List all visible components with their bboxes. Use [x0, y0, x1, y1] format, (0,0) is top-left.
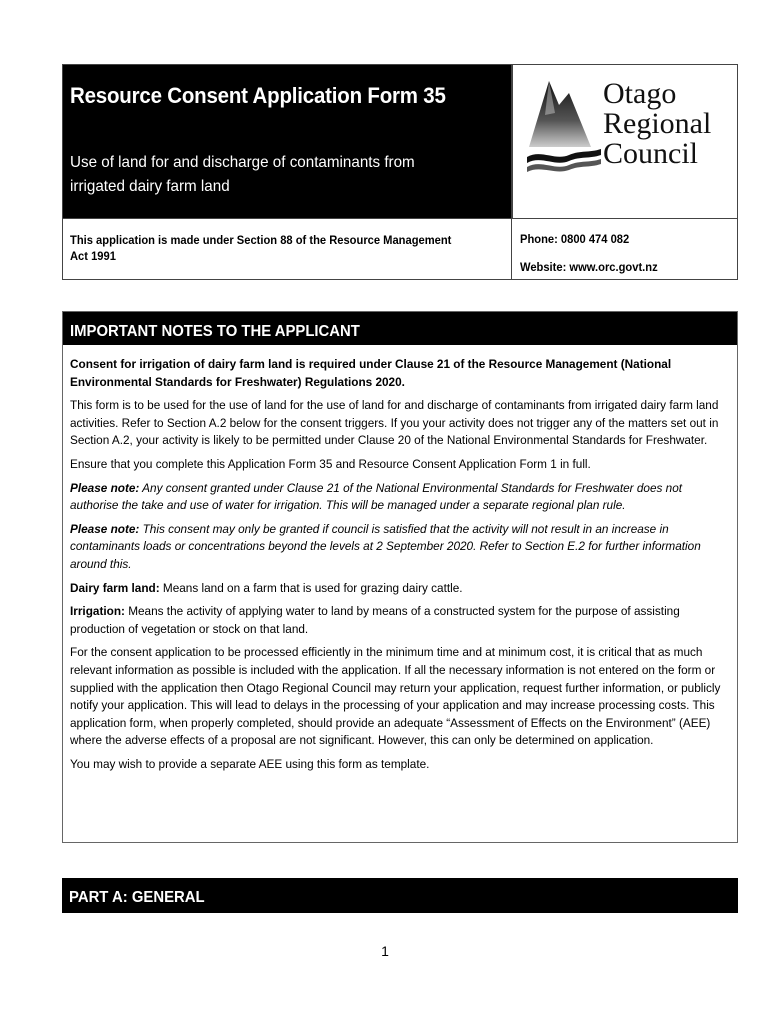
part-a-section: [62, 878, 738, 913]
please-note-1-label: Please note:: [70, 480, 140, 495]
website-link[interactable]: Website: www.orc.govt.nz: [520, 260, 658, 274]
definition-dairy-farm-land: [70, 580, 726, 598]
logo-wordmark: [603, 79, 711, 169]
header-divider-horizontal: [63, 218, 737, 219]
please-note-2-text: This consent may only be granted if council is satisfied that the activity will not result in an increase in contaminants loads or concentrations beyond the levels at 2 September 2020. Refer to Section E.2 for further information around this.: [70, 521, 701, 571]
form-title: Resource Consent Application Form 35: [70, 83, 446, 108]
form-header: [62, 64, 738, 280]
section-heading: IMPORTANT NOTES TO THE APPLICANT: [70, 323, 360, 340]
please-note-1: [70, 480, 726, 515]
dairy-text: Means land on a farm that is used for grazing dairy cattle.: [159, 580, 463, 595]
form-purpose-paragraph: This form is to be used for the use of land for the use of land for and discharge of contaminants from irrigated dairy farm land activities. Refer to Section A.2 below for the consent triggers. If you your activity does not trigger any of the matters set out in Section A.2, your activity is likely to be permitted under Clause 20 of the National Environmental Standards for Freshwater.: [70, 398, 719, 448]
part-a-heading: PART A: GENERAL: [69, 889, 205, 906]
page-number: 1: [381, 943, 389, 959]
processing-paragraph: For the consent application to be processed efficiently in the minimum time and at minimum cost, it is critical that as much relevant information as possible is included with the application. If all the necessary information is not entered on the form or supplied with the application then Otago Regional Council may return your application, request further information, or publicly notify your application. This will lead to delays in the processing of your application and may increase processing costs. This application form, when properly completed, should provide an adequate “Assessment of Effects on the Environment” (AEE) where the adverse effects of a proposal are not significant. However, this can only be determined on application.: [70, 645, 721, 748]
logo-line-1: Otago: [603, 77, 677, 110]
logo-line-3: Council: [603, 137, 698, 170]
mountains-waves-logo-icon: [525, 75, 605, 175]
intro-paragraph: Consent for irrigation of dairy farm land is required under Clause 21 of the Resource Management (National Environmental Standards for Freshwater) Regulations 2020.: [70, 357, 672, 389]
important-notes-section: [62, 311, 738, 843]
orc-logo: [512, 65, 738, 218]
please-note-2-label: Please note:: [70, 521, 140, 536]
part-a-heading-bar: [62, 878, 738, 913]
aee-paragraph: You may wish to provide a separate AEE using this form as template.: [70, 756, 430, 771]
section-heading-bar: [63, 312, 737, 345]
form-subtitle: [70, 151, 415, 199]
subtitle-line-2: irrigated dairy farm land: [70, 178, 230, 195]
please-note-1-text: Any consent granted under Clause 21 of the National Environmental Standards for Freshwater does not authorise the take and use of water for irrigation. This will be managed under a separate regional plan rule.: [70, 480, 683, 513]
title-block: [63, 65, 511, 218]
notes-body: [63, 345, 737, 773]
subtitle-line-1: Use of land for and discharge of contaminants from: [70, 154, 415, 171]
logo-line-2: Regional: [603, 107, 712, 140]
completion-paragraph: Ensure that you complete this Application Form 35 and Resource Consent Application Form 1 in full.: [70, 456, 591, 471]
phone-number: Phone: 0800 474 082: [520, 232, 630, 246]
definition-irrigation: [70, 603, 726, 638]
please-note-2: [70, 521, 726, 574]
irrigation-label: Irrigation:: [70, 604, 125, 619]
legislation-note: This application is made under Section 88 of the Resource Management Act 1991: [70, 233, 452, 263]
irrigation-text: Means the activity of applying water to land by means of a constructed system for the purpose of assisting production of vegetation or stock on that land.: [70, 604, 680, 636]
dairy-label: Dairy farm land:: [70, 580, 160, 595]
